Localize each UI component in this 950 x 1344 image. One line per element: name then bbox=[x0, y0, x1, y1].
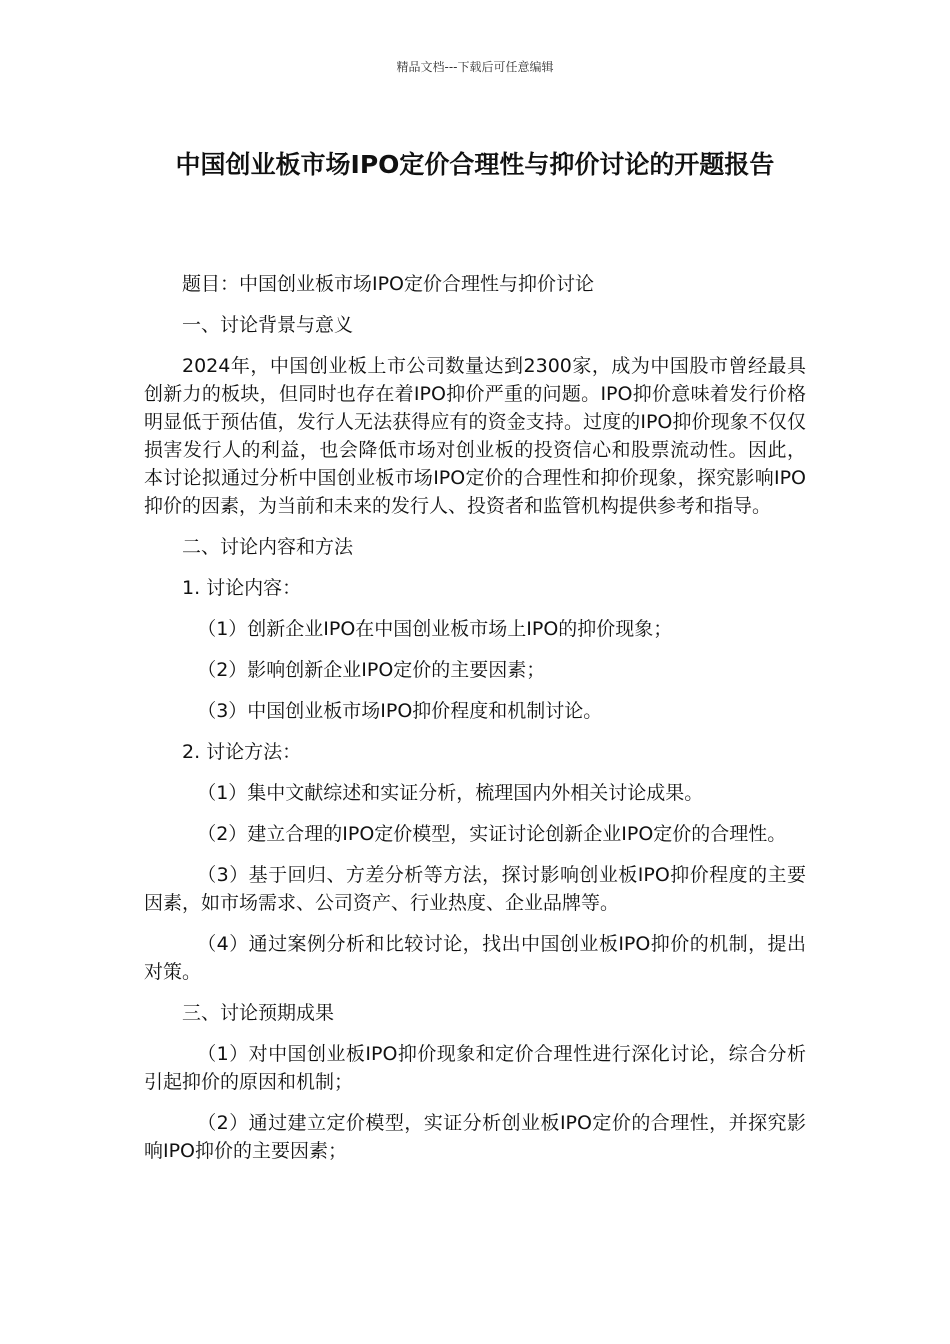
section-heading-background: 一、讨论背景与意义 bbox=[182, 314, 354, 336]
subheading-method: 2. 讨论方法： bbox=[182, 741, 302, 763]
header-note: 精品文档---下载后可任意编辑 bbox=[396, 60, 554, 74]
section-heading-content-method: 二、讨论内容和方法 bbox=[182, 536, 354, 558]
document-body bbox=[144, 270, 806, 1178]
method-item-4: （4）通过案例分析和比较讨论，找出中国创业板IPO抑价的机制，提出对策。 bbox=[144, 933, 806, 983]
content-item-2: （2）影响创新企业IPO定价的主要因素； bbox=[197, 659, 546, 681]
content-item-3: （3）中国创业板市场IPO抑价程度和机制讨论。 bbox=[197, 700, 603, 722]
background-paragraph: 2024年，中国创业板上市公司数量达到2300家，成为中国股市曾经最具创新力的板块，但同时也存在着IPO抑价严重的问题。IPO抑价意味着发行价格明显低于预估值，发行人无法获得应有的资金支持。过度的IPO抑价现象不仅仅损害发行人的利益，也会降低市场对创业板的投资信心和股票流动性。因此，本讨论拟通过分析中国创业板市场IPO定价的合理性和抑价现象，探究影响IPO抑价的因素，为当前和未来的发行人、投资者和监管机构提供参考和指导。 bbox=[144, 355, 806, 517]
subheading-content: 1. 讨论内容： bbox=[182, 577, 302, 599]
section-heading-outcomes: 三、讨论预期成果 bbox=[182, 1002, 335, 1024]
method-item-1: （1）集中文献综述和实证分析，梳理国内外相关讨论成果。 bbox=[197, 782, 704, 804]
document-title: 中国创业板市场IPO定价合理性与抑价讨论的开题报告 bbox=[175, 150, 775, 179]
content-item-1: （1）创新企业IPO在中国创业板市场上IPO的抑价现象； bbox=[197, 618, 673, 640]
method-item-3: （3）基于回归、方差分析等方法，探讨影响创业板IPO抑价程度的主要因素，如市场需求、公司资产、行业热度、企业品牌等。 bbox=[144, 864, 806, 914]
outcome-item-1: （1）对中国创业板IPO抑价现象和定价合理性进行深化讨论，综合分析引起抑价的原因和机制； bbox=[144, 1043, 806, 1093]
outcome-item-2: （2）通过建立定价模型，实证分析创业板IPO定价的合理性，并探究影响IPO抑价的主要因素； bbox=[144, 1112, 806, 1162]
topic-line: 题目：中国创业板市场IPO定价合理性与抑价讨论 bbox=[182, 273, 595, 295]
method-item-2: （2）建立合理的IPO定价模型，实证讨论创新企业IPO定价的合理性。 bbox=[197, 823, 787, 845]
